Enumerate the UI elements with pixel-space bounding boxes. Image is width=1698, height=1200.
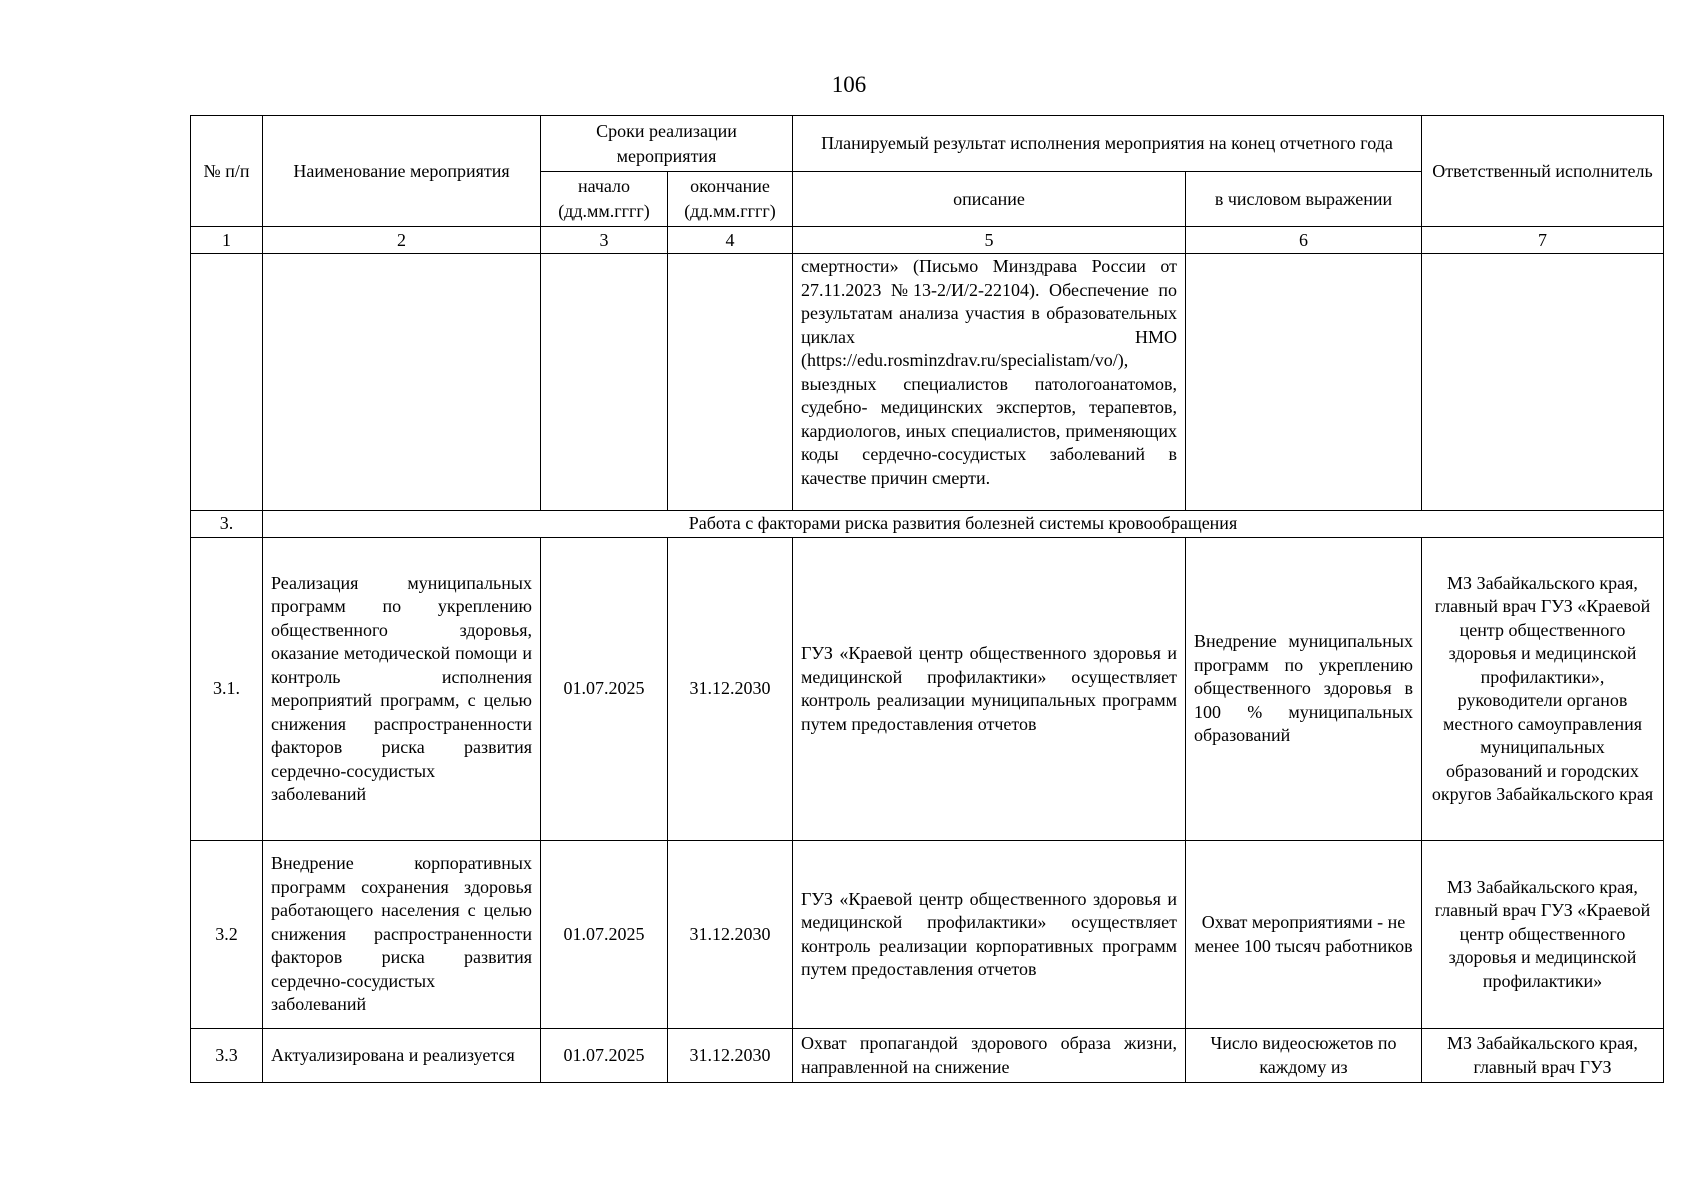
row-number: 3.2 [191,841,263,1029]
column-number: 5 [793,227,1186,254]
column-number: 3 [541,227,668,254]
activities-table [190,115,1664,1083]
column-number: 2 [263,227,541,254]
cell-empty [1186,254,1422,511]
header-name: Наименование мероприятия [263,116,541,227]
column-number: 4 [668,227,793,254]
header-numeric: в числовом выражении [1186,172,1422,227]
cell-empty [1422,254,1664,511]
cell-empty [263,254,541,511]
continuation-row [191,254,1664,511]
activity-name: Реализация муниципальных программ по укреплению общественного здоровья, оказание методической помощи и контроль исполнения мероприятий программ, с целью снижения распространенности факторов риска развития сердечно-сосудистых заболеваний [263,538,541,841]
responsible-executor: МЗ Забайкальского края, главный врач ГУЗ [1422,1029,1664,1083]
result-description: ГУЗ «Краевой центр общественного здоровья и медицинской профилактики» осуществляет контроль реализации муниципальных программ путем предоставления отчетов [793,538,1186,841]
table-row [191,841,1664,1029]
column-number: 1 [191,227,263,254]
table-row [191,538,1664,841]
header-num: № п/п [191,116,263,227]
result-numeric: Число видеосюжетов по каждому из [1186,1029,1422,1083]
header-dates: Сроки реализации мероприятия [541,116,793,172]
section-row [191,511,1664,538]
column-number: 7 [1422,227,1664,254]
header-result: Планируемый результат исполнения мероприятия на конец отчетного года [793,116,1422,172]
header-end: окончание (дд.мм.гггг) [668,172,793,227]
end-date: 31.12.2030 [668,1029,793,1083]
result-description: ГУЗ «Краевой центр общественного здоровья и медицинской профилактики» осуществляет контроль реализации корпоративных программ путем предоставления отчетов [793,841,1186,1029]
responsible-executor: МЗ Забайкальского края, главный врач ГУЗ «Краевой центр общественного здоровья и медицинской профилактики» [1422,841,1664,1029]
activity-name: Актуализирована и реализуется [263,1029,541,1083]
table-row [191,1029,1664,1083]
end-date: 31.12.2030 [668,841,793,1029]
cell-empty [668,254,793,511]
header-responsible: Ответственный исполнитель [1422,116,1664,227]
end-date: 31.12.2030 [668,538,793,841]
row-number: 3.3 [191,1029,263,1083]
result-numeric: Внедрение муниципальных программ по укреплению общественного здоровья в 100 % муниципальных образований [1186,538,1422,841]
cell-empty [541,254,668,511]
page-number: 106 [831,72,867,97]
continuation-description: смертности» (Письмо Минздрава России от 27.11.2023 №13-2/И/2-22104). Обеспечение по результатам анализа участия в образовательных циклах НМО (https://edu.rosminzdrav.ru/specialistam/vo/), выездных специалистов патологоанатомов, судебно- медицинских экспертов, терапевтов, кардиологов, иных специалистов, применяющих коды сердечно-сосудистых заболеваний в качестве причин смерти. [793,254,1186,511]
row-number: 3.1. [191,538,263,841]
section-title: Работа с факторами риска развития болезней системы кровообращения [263,511,1664,538]
result-numeric: Охват мероприятиями - не менее 100 тысяч работников [1186,841,1422,1029]
header-description: описание [793,172,1186,227]
column-number: 6 [1186,227,1422,254]
responsible-executor: МЗ Забайкальского края, главный врач ГУЗ «Краевой центр общественного здоровья и медицинской профилактики», руководители органов местного самоуправления муниципальных образований и городских округов Забайкальского края [1422,538,1664,841]
header-start: начало (дд.мм.гггг) [541,172,668,227]
start-date: 01.07.2025 [541,538,668,841]
cell-empty [191,254,263,511]
start-date: 01.07.2025 [541,841,668,1029]
result-description: Охват пропагандой здорового образа жизни, направленной на снижение [793,1029,1186,1083]
section-number: 3. [191,511,263,538]
activity-name: Внедрение корпоративных программ сохранения здоровья работающего населения с целью снижения распространенности факторов риска развития сердечно-сосудистых заболеваний [263,841,541,1029]
start-date: 01.07.2025 [541,1029,668,1083]
